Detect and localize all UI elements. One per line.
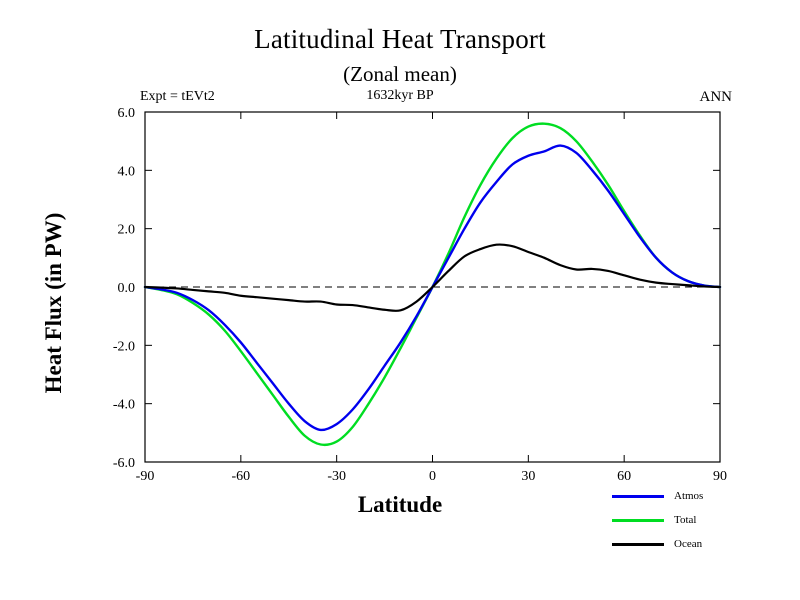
legend-item[interactable] <box>612 484 782 508</box>
y-tick-label: -2.0 <box>112 339 135 355</box>
annual-label: ANN <box>699 89 732 105</box>
series-line-ocean <box>145 245 720 311</box>
legend-color-swatch <box>612 519 664 522</box>
y-tick-label: 6.0 <box>117 106 135 121</box>
chart-legend <box>612 484 782 556</box>
x-tick-label: -30 <box>327 469 347 484</box>
y-axis-label: Heat Flux (in PW) <box>41 212 66 394</box>
x-tick-label: 0 <box>429 469 436 484</box>
y-tick-label: 4.0 <box>117 164 135 180</box>
experiment-label: Expt = tEVt2 <box>140 89 215 104</box>
y-tick-label: -6.0 <box>112 456 135 471</box>
y-tick-label: 2.0 <box>117 222 135 238</box>
x-tick-label: 90 <box>713 469 727 484</box>
y-tick-label: -4.0 <box>112 397 135 413</box>
chart-subtitle: (Zonal mean) <box>343 62 457 86</box>
x-tick-label: -90 <box>135 469 155 484</box>
x-tick-label: 30 <box>521 469 536 484</box>
run-period-label: 1632kyr BP <box>366 88 434 103</box>
x-axis-label: Latitude <box>357 492 443 517</box>
x-tick-label: 60 <box>617 469 632 484</box>
legend-item[interactable] <box>612 532 782 556</box>
chart-title: Latitudinal Heat Transport <box>254 24 546 54</box>
legend-label: Ocean <box>674 538 703 550</box>
x-tick-label: -60 <box>231 469 251 484</box>
series-line-total <box>145 124 720 445</box>
legend-label: Atmos <box>674 490 704 502</box>
legend-item[interactable] <box>612 508 782 532</box>
legend-color-swatch <box>612 543 664 546</box>
legend-color-swatch <box>612 495 664 498</box>
y-tick-label: 0.0 <box>117 281 135 296</box>
legend-label: Total <box>674 514 697 526</box>
